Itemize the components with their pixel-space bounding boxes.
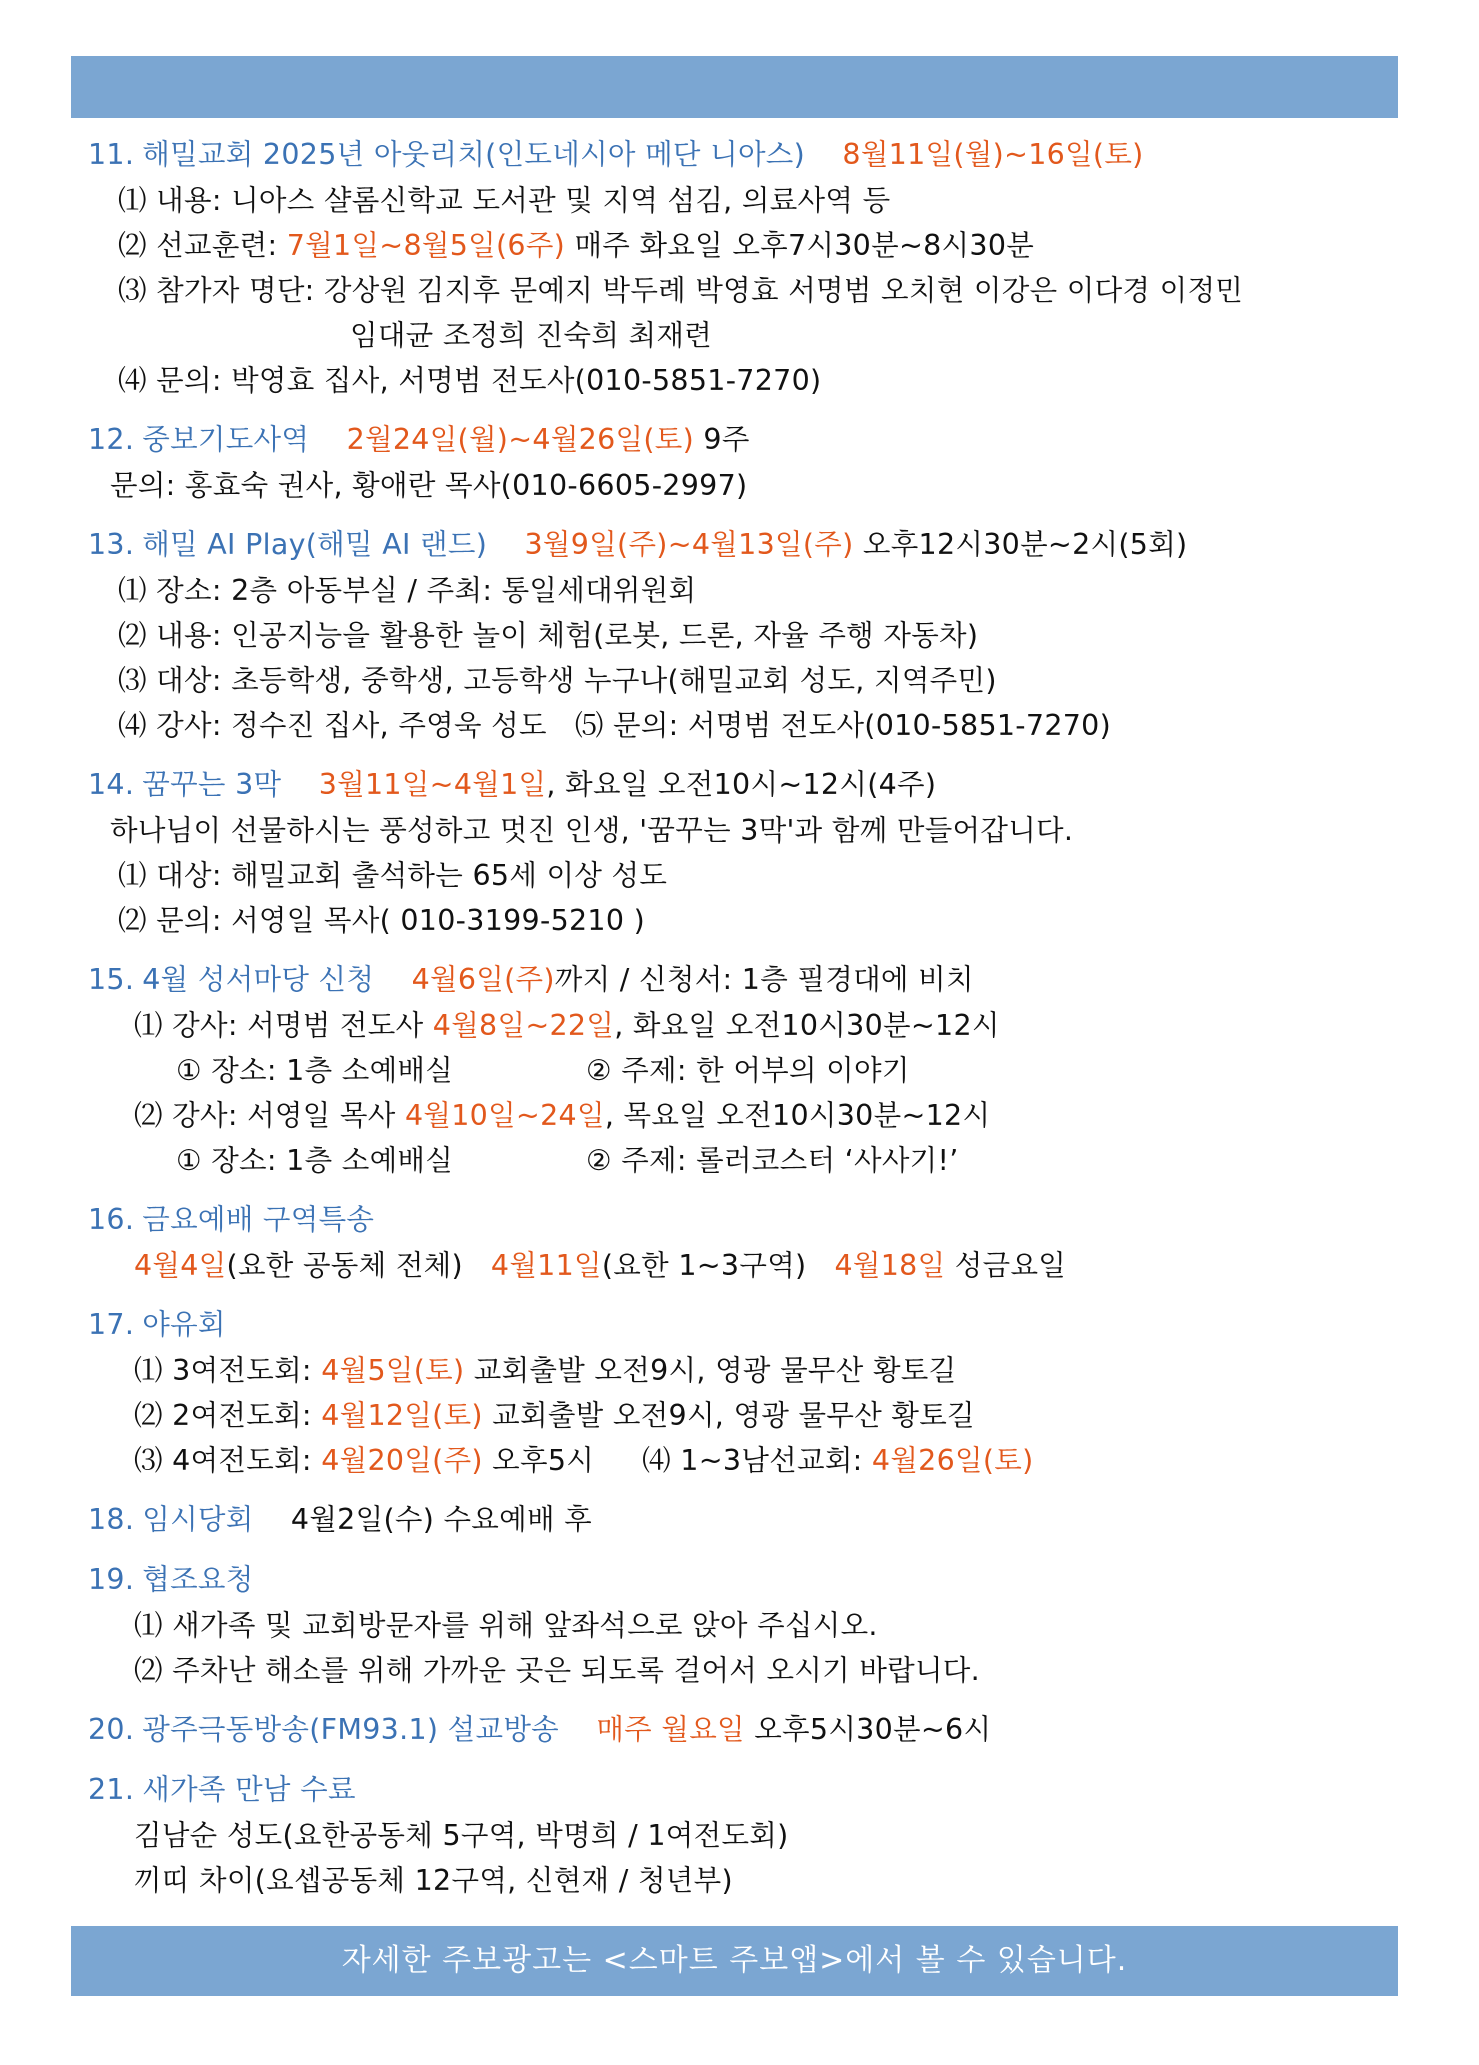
section-18-heading: 18. 임시당회 4월2일(수) 수요예배 후 <box>88 1503 592 1536</box>
section-15 <box>88 957 1388 1183</box>
section-13-line-2: ⑵ 내용: 인공지능을 활용한 놀이 체험(로봇, 드론, 자율 주행 자동차) <box>118 619 979 652</box>
section-17-heading: 17. 야유회 <box>88 1308 226 1341</box>
section-11-line-1: ⑴ 내용: 니아스 샬롬신학교 도서관 및 지역 섬김, 의료사역 등 <box>118 184 891 217</box>
section-11-line-3b: 임대균 조정희 진숙희 최재련 <box>350 319 713 352</box>
section-11-line-3: ⑶ 참가자 명단: 강상원 김지후 문예지 박두례 박영효 서명범 오치현 이강은 이다경 이정민 <box>118 274 1244 307</box>
section-19-heading: 19. 협조요청 <box>88 1563 254 1596</box>
section-11 <box>88 132 1388 403</box>
section-21-heading: 21. 새가족 만남 수료 <box>88 1773 356 1806</box>
section-16 <box>88 1197 1388 1288</box>
section-14-heading: 14. 꿈꾸는 3막 3월11일~4월1일, 화요일 오전10시~12시(4주) <box>88 768 937 801</box>
section-12 <box>88 417 1388 508</box>
section-12-line-1: 문의: 홍효숙 권사, 황애란 목사(010-6605-2997) <box>110 469 748 502</box>
section-16-line-1: 4월4일(요한 공동체 전체) 4월11일(요한 1~3구역) 4월18일 성금요일 <box>134 1249 1067 1282</box>
section-11-line-4: ⑷ 문의: 박영효 집사, 서명범 전도사(010-5851-7270) <box>118 364 822 397</box>
section-12-heading: 12. 중보기도사역 2월24일(월)~4월26일(토) 9주 <box>88 423 750 456</box>
section-16-heading: 16. 금요예배 구역특송 <box>88 1203 375 1236</box>
footer-bar <box>71 1926 1398 1996</box>
section-18 <box>88 1497 1388 1543</box>
section-13-line-3: ⑶ 대상: 초등학생, 중학생, 고등학생 누구나(해밀교회 성도, 지역주민) <box>118 664 997 697</box>
section-17 <box>88 1302 1388 1483</box>
section-13-heading: 13. 해밀 AI Play(해밀 AI 랜드) 3월9일(주)~4월13일(주) 오후12시30분~2시(5회) <box>88 528 1188 561</box>
footer-text: 자세한 주보광고는 <스마트 주보앱>에서 볼 수 있습니다. <box>341 1943 1128 1978</box>
section-14-line-1: ⑴ 대상: 해밀교회 출석하는 65세 이상 성도 <box>118 859 668 892</box>
section-13-line-4: ⑷ 강사: 정수진 집사, 주영욱 성도 ⑸ 문의: 서명범 전도사(010-5851-7270) <box>118 709 1112 742</box>
section-19 <box>88 1557 1388 1693</box>
section-11-line-2: ⑵ 선교훈련: 7월1일~8월5일(6주) 매주 화요일 오후7시30분~8시30분 <box>118 229 1035 262</box>
section-21-line-1: 김남순 성도(요한공동체 5구역, 박명희 / 1여전도회) <box>134 1819 789 1852</box>
section-15-line-1: ⑴ 강사: 서명범 전도사 4월8일~22일, 화요일 오전10시30분~12시 <box>134 1009 1000 1042</box>
section-15-line-1-sub: ① 장소: 1층 소예배실 ② 주제: 한 어부의 이야기 <box>176 1054 910 1087</box>
section-20-heading: 20. 광주극동방송(FM93.1) 설교방송 매주 월요일 오후5시30분~6시 <box>88 1713 992 1746</box>
bulletin-content <box>88 132 1388 1917</box>
section-21-line-2: 끼띠 차이(요셉공동체 12구역, 신현재 / 청년부) <box>134 1864 733 1897</box>
section-11-date: 8월11일(월)~16일(토) <box>842 138 1144 171</box>
section-11-title: 해밀교회 2025년 아웃리치(인도네시아 메단 니아스) <box>142 138 806 171</box>
section-13 <box>88 522 1388 748</box>
section-17-line-1: ⑴ 3여전도회: 4월5일(토) 교회출발 오전9시, 영광 물무산 황토길 <box>134 1354 957 1387</box>
section-14 <box>88 762 1388 943</box>
section-17-line-2: ⑵ 2여전도회: 4월12일(토) 교회출발 오전9시, 영광 물무산 황토길 <box>134 1399 975 1432</box>
section-15-line-2-sub: ① 장소: 1층 소예배실 ② 주제: 롤러코스터 ‘사사기!’ <box>176 1144 959 1177</box>
section-15-heading: 15. 4월 성서마당 신청 4월6일(주)까지 / 신청서: 1층 필경대에 비치 <box>88 963 974 996</box>
section-17-line-3: ⑶ 4여전도회: 4월20일(주) 오후5시 ⑷ 1~3남선교회: 4월26일(토) <box>134 1444 1034 1477</box>
section-11-heading: 11. 해밀교회 2025년 아웃리치(인도네시아 메단 니아스) 8월11일(월)~16일(토) <box>88 138 1144 171</box>
section-19-line-2: ⑵ 주차난 해소를 위해 가까운 곳은 되도록 걸어서 오시기 바랍니다. <box>134 1654 981 1687</box>
section-21 <box>88 1767 1388 1903</box>
section-13-line-1: ⑴ 장소: 2층 아동부실 / 주최: 통일세대위원회 <box>118 574 697 607</box>
section-20 <box>88 1707 1388 1753</box>
section-14-line-2: ⑵ 문의: 서영일 목사( 010-3199-5210 ) <box>118 904 646 937</box>
section-15-line-2: ⑵ 강사: 서영일 목사 4월10일~24일, 목요일 오전10시30분~12시 <box>134 1099 991 1132</box>
header-bar <box>71 56 1398 118</box>
section-19-line-1: ⑴ 새가족 및 교회방문자를 위해 앞좌석으로 앉아 주십시오. <box>134 1609 878 1642</box>
section-14-line-0: 하나님이 선물하시는 풍성하고 멋진 인생, '꿈꾸는 3막'과 함께 만들어갑니다. <box>110 814 1074 847</box>
